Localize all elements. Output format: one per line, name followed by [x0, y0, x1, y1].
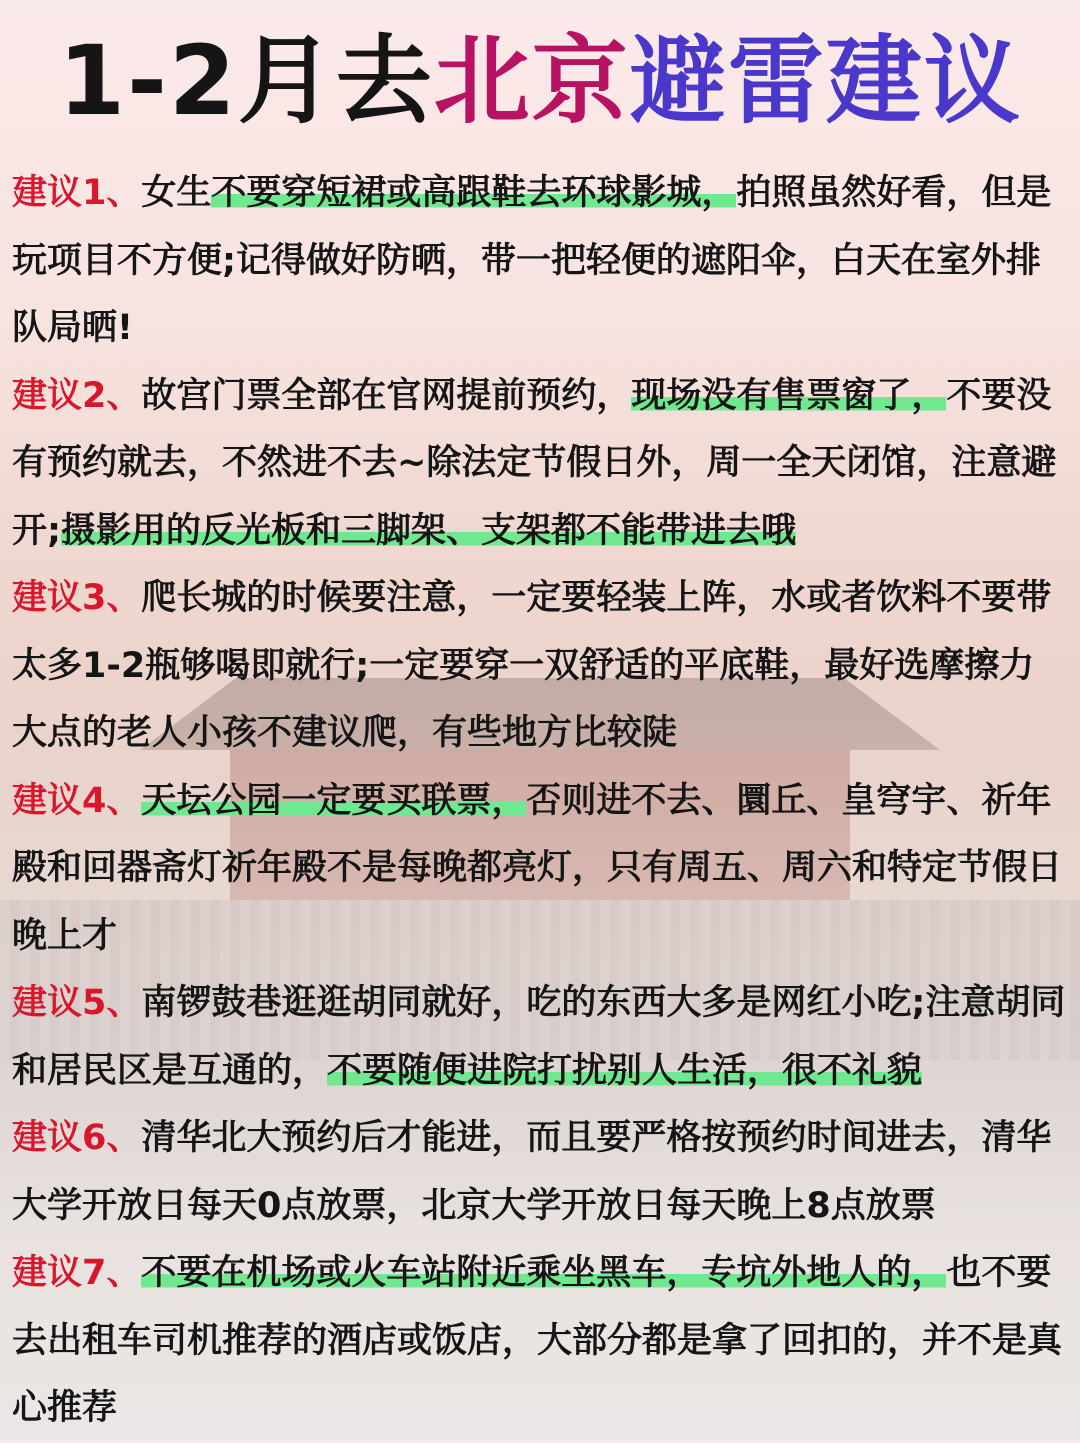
tip-item: [12, 1105, 1066, 1240]
tip-label: 建议5、: [12, 983, 142, 1023]
tips-list: [0, 150, 1080, 1443]
tip-text-highlighted: 不要随便进院打扰别人生活，很不礼貌: [327, 1050, 923, 1091]
tip-text: 否则进不去、圜丘、皇穹宇、祈年殿和回器斋灯祈年殿不是每晚都亮灯，只有周五、周六和特定节假日晚上才: [12, 780, 1063, 956]
tip-item: [12, 565, 1066, 768]
tip-item: [12, 363, 1066, 566]
title-part-date: 1-2月去: [58, 25, 434, 137]
tip-text-highlighted: 现场没有售票窗了，: [631, 375, 947, 416]
tip-label: 建议7、: [12, 1253, 142, 1293]
tip-label: 建议4、: [12, 780, 142, 821]
tip-text: 不要没有预约就去，不然进不去~除法定节假日外，周一全天闭馆，注意避开;: [12, 375, 1057, 551]
title-part-topic: 避雷建议: [629, 25, 1022, 137]
tip-text: 拍照虽然好看，但是玩项目不方便;记得做好防晒，带一把轻便的遮阳伞，白天在室外排队局晒!: [12, 173, 1052, 348]
title-part-city: 北京: [433, 25, 630, 137]
tip-text: 也不要去出租车司机推荐的酒店或饭店，大部分都是拿了回扣的，并不是真心推荐: [12, 1253, 1063, 1428]
tip-item: [12, 1240, 1066, 1443]
tip-item: [12, 768, 1066, 971]
tip-item: [12, 160, 1066, 363]
tip-text: 故宫门票全部在官网提前预约，: [141, 375, 632, 416]
tip-text-highlighted: 天坛公园一定要买联票，: [141, 780, 527, 821]
tip-label: 建议2、: [12, 375, 142, 416]
tip-text: 女生: [141, 173, 212, 213]
tip-text-highlighted: 摄影用的反光板和三脚架、支架都不能带进去哦: [61, 510, 797, 551]
tip-label: 建议1、: [12, 173, 142, 213]
tip-text: 爬长城的时候要注意，一定要轻装上阵，水或者饮料不要带太多1-2瓶够喝即就行;一定要穿一双舒适的平底鞋，最好选摩擦力大点的老人小孩不建议爬，有些地方比较陡: [12, 578, 1052, 753]
tip-text-highlighted: 不要在机场或火车站附近乘坐黑车，专坑外地人的，: [141, 1253, 947, 1293]
tip-label: 建议6、: [12, 1118, 142, 1158]
tip-label: 建议3、: [12, 578, 142, 618]
tip-item: [12, 970, 1066, 1105]
tip-text-highlighted: 不要穿短裙或高跟鞋去环球影城，: [211, 173, 737, 213]
page-title: [0, 0, 1080, 150]
tip-text: 清华北大预约后才能进，而且要严格按预约时间进去，清华大学开放日每天0点放票，北京大学开放日每天晚上8点放票: [12, 1118, 1052, 1226]
tip-text: 南锣鼓巷逛逛胡同就好，吃的东西大多是网红小吃;注意胡同和居民区是互通的，: [12, 983, 1066, 1091]
